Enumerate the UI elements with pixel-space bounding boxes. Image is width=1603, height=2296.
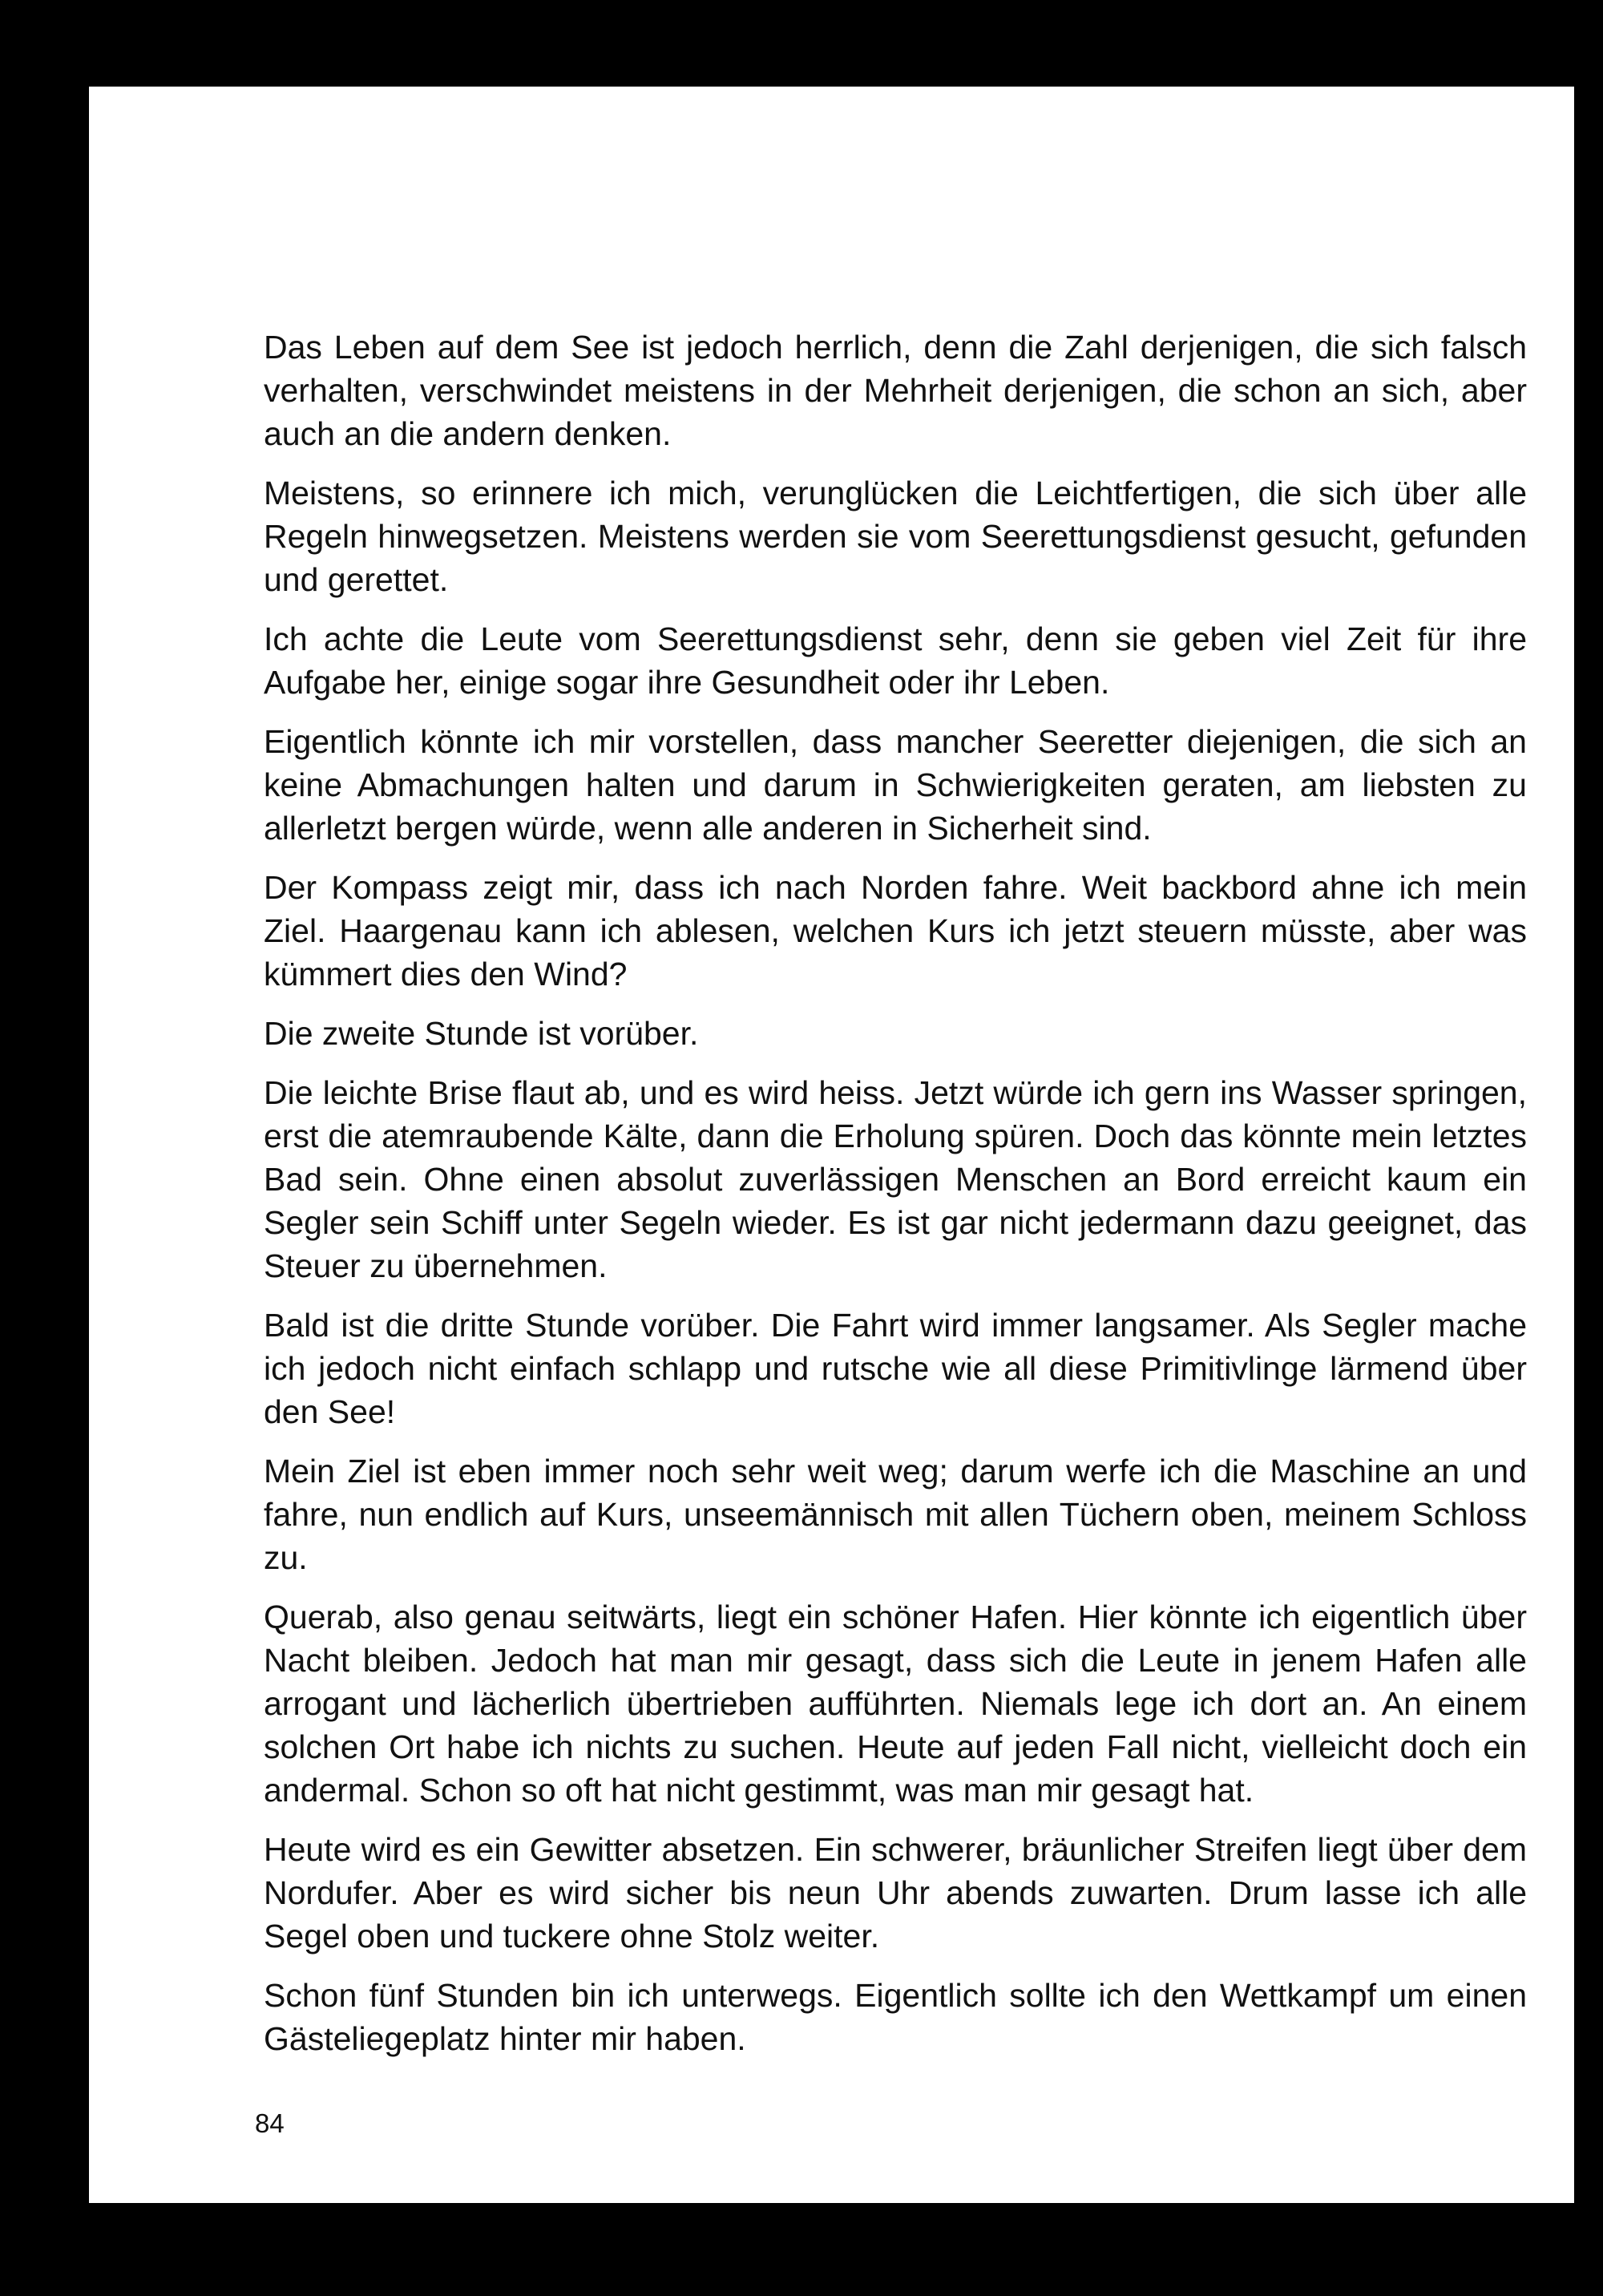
page-number: 84	[255, 2108, 285, 2138]
book-page	[89, 87, 1574, 2203]
paragraph-12: Schon fünf Stunden bin ich unterwegs. Eigentlich sollte ich den Wettkampf um einen Gästeliegeplatz hinter mir haben.	[264, 1977, 1527, 2057]
paragraph-10: Querab, also genau seitwärts, liegt ein schöner Hafen. Hier könnte ich eigentlich über Nacht bleiben. Jedoch hat man mir gesagt, dass sich die Leute in jenem Hafen alle arrogant und lächerlich übertrieben aufführten. Niemals lege ich dort an. An einem solchen Ort habe ich nichts zu suchen. Heute auf jeden Fall nicht, vielleicht doch ein andermal. Schon so oft hat nicht gestimmt, was man mir gesagt hat.	[264, 1599, 1527, 1809]
paragraph-5: Der Kompass zeigt mir, dass ich nach Norden fahre. Weit backbord ahne ich mein Ziel. Haargenau kann ich ablesen, welchen Kurs ich jetzt steuern müsste, aber was kümmert dies den Wind?	[264, 869, 1527, 992]
paragraph-4: Eigentlich könnte ich mir vorstellen, dass mancher Seeretter diejenigen, die sich an keine Abmachungen halten und darum in Schwierigkeiten geraten, am liebsten zu allerletzt bergen würde, wenn alle anderen in Sicherheit sind.	[264, 723, 1527, 847]
paragraph-3: Ich achte die Leute vom Seerettungsdienst sehr, denn sie geben viel Zeit für ihre Aufgabe her, einige sogar ihre Gesundheit oder ihr Leben.	[264, 620, 1527, 701]
paragraph-9: Mein Ziel ist eben immer noch sehr weit weg; darum werfe ich die Maschine an und fahre, nun endlich auf Kurs, unseemännisch mit allen Tüchern oben, meinem Schloss zu.	[264, 1453, 1527, 1576]
paragraph-2: Meistens, so erinnere ich mich, verunglücken die Leichtfertigen, die sich über alle Regeln hinwegsetzen. Meistens werden sie vom Seerettungsdienst gesucht, gefunden und gerettet.	[264, 475, 1527, 598]
paragraph-8: Bald ist die dritte Stunde vorüber. Die Fahrt wird immer langsamer. Als Segler mache ich jedoch nicht einfach schlapp und rutsche wie all diese Primitivlinge lärmend über den See!	[264, 1307, 1527, 1430]
paragraph-7: Die leichte Brise flaut ab, und es wird heiss. Jetzt würde ich gern ins Wasser springen, erst die atemraubende Kälte, dann die Erholung spüren. Doch das könnte mein letztes Bad sein. Ohne einen absolut zuverlässigen Menschen an Bord erreicht kaum ein Segler sein Schiff unter Segeln wieder. Es ist gar nicht jedermann dazu geeignet, das Steuer zu übernehmen.	[264, 1074, 1527, 1284]
paragraph-6: Die zweite Stunde ist vorüber.	[264, 1015, 699, 1052]
paragraph-1: Das Leben auf dem See ist jedoch herrlich, denn die Zahl derjenigen, die sich falsch verhalten, verschwindet meistens in der Mehrheit derjenigen, die schon an sich, aber auch an die andern denken.	[264, 329, 1527, 452]
paragraph-11: Heute wird es ein Gewitter absetzen. Ein schwerer, bräunlicher Streifen liegt über dem Nordufer. Aber es wird sicher bis neun Uhr abends zuwarten. Drum lasse ich alle Segel oben und tuckere ohne Stolz weiter.	[264, 1831, 1527, 1954]
body-text	[264, 325, 1527, 2076]
